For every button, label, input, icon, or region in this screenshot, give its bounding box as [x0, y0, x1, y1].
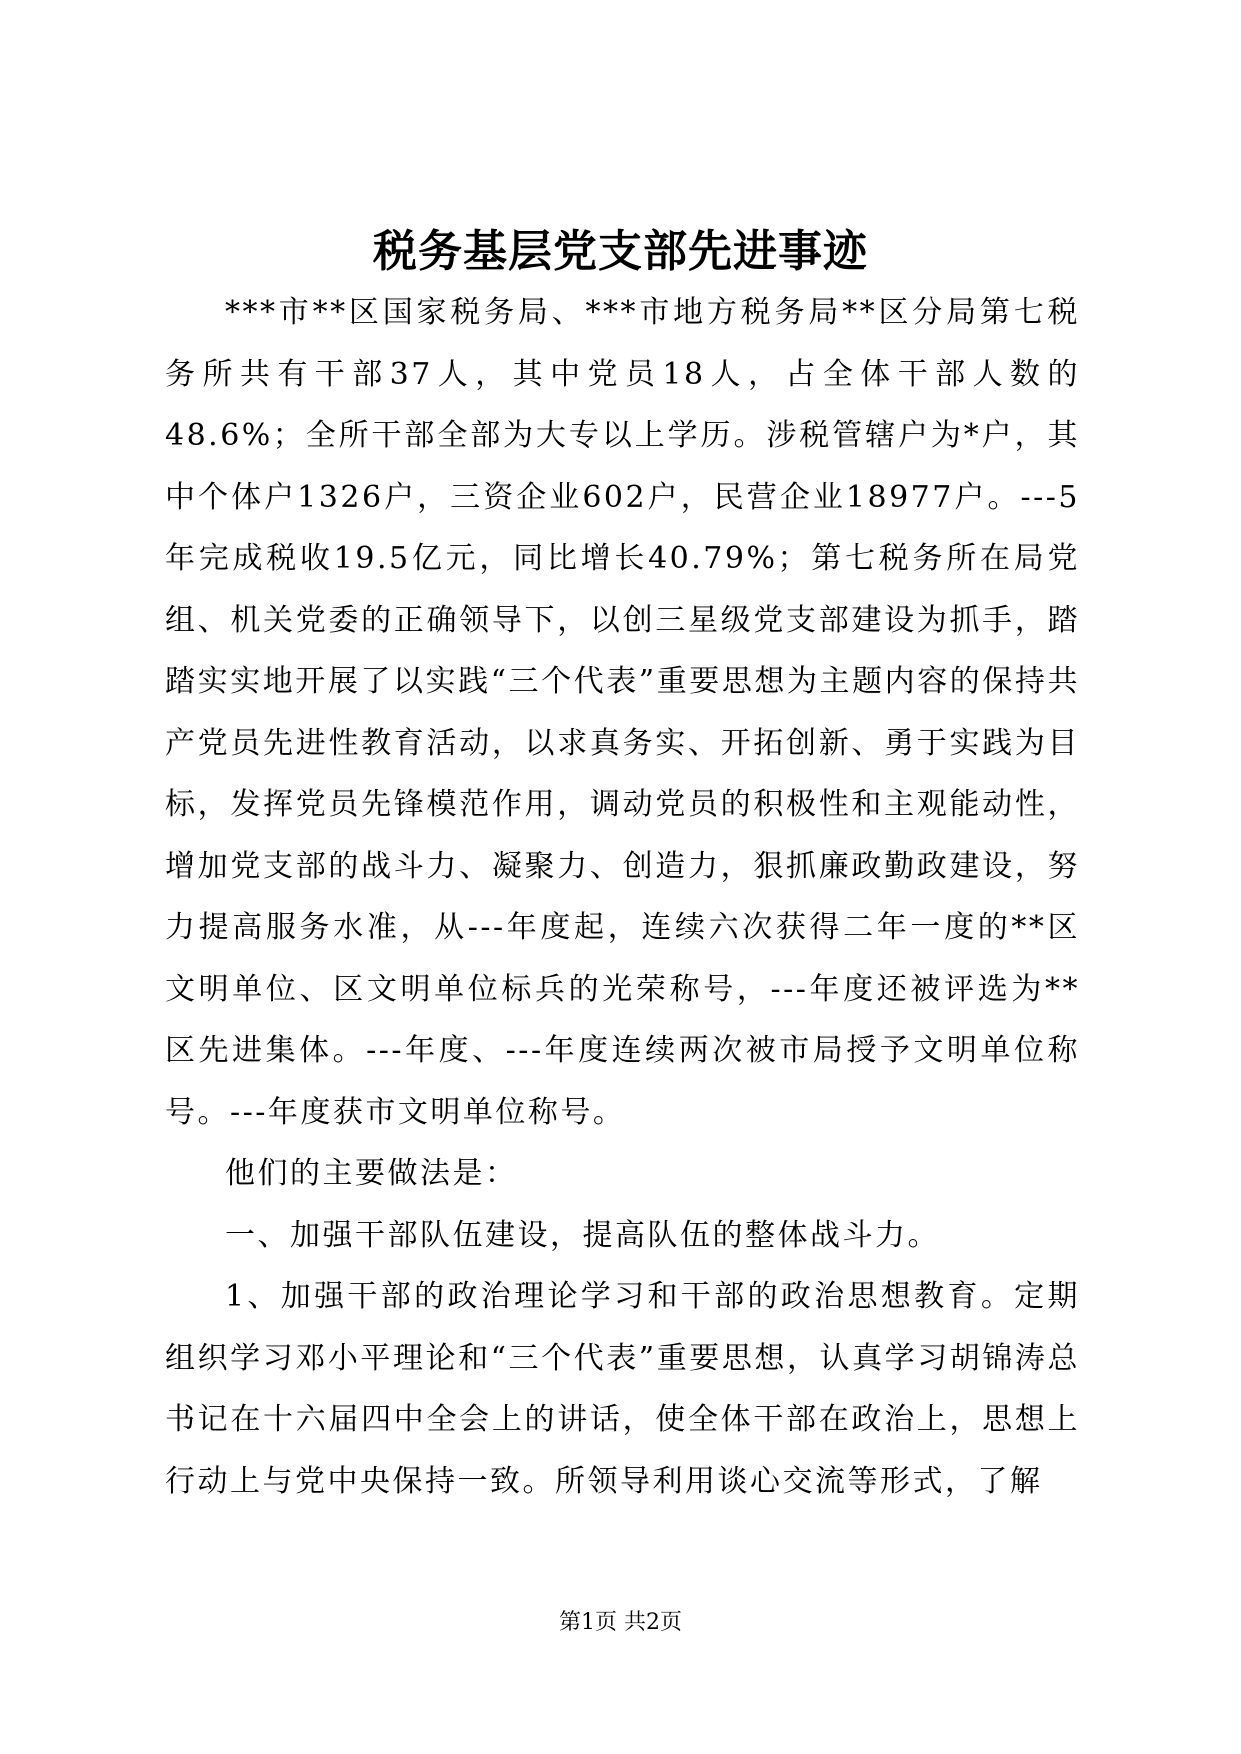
document-title: 税务基层党支部先进事迹: [373, 226, 868, 277]
document-body: [165, 282, 1080, 1512]
paragraph-item-one: 1、加强干部的政治理论学习和干部的政治思想教育。定期组织学习邓小平理论和“三个代表”重要思想，认真学习胡锦涛总书记在十六届四中全会上的讲话，使全体干部在政治上，思想上行动上与党中央保持一致。所领导利用谈心交流等形式，了解: [165, 1279, 1080, 1499]
paragraph-section-one-heading: 一、加强干部队伍建设，提高队伍的整体战斗力。: [225, 1217, 940, 1253]
paragraph-intro: ***市**区国家税务局、***市地方税务局**区分局第七税务所共有干部37人，其中党员18人，占全体干部人数的48.6%；全所干部全部为大专以上学历。涉税管辖户为*户，其中个体户1326户，三资企业602户，民营企业18977户。---5年完成税收19.5亿元，同比增长40.79%；第七税务所在局党组、机关党委的正确领导下，以创三星级党支部建设为抓手，踏踏实实地开展了以实践“三个代表”重要思想为主题内容的保持共产党员先进性教育活动，以求真务实、开拓创新、勇于实践为目标，发挥党员先锋模范作用，调动党员的积极性和主观能动性，增加党支部的战斗力、凝聚力、创造力，狠抓廉政勤政建设，努力提高服务水准，从---年度起，连续六次获得二年一度的**区文明单位、区文明单位标兵的光荣称号，---年度还被评选为**区先进集体。---年度、---年度连续两次被市局授予文明单位称号。---年度获市文明单位称号。: [165, 295, 1080, 1130]
page-footer: 第1页 共2页: [559, 1610, 682, 1635]
paragraph-main-practices: 他们的主要做法是：: [225, 1156, 518, 1191]
